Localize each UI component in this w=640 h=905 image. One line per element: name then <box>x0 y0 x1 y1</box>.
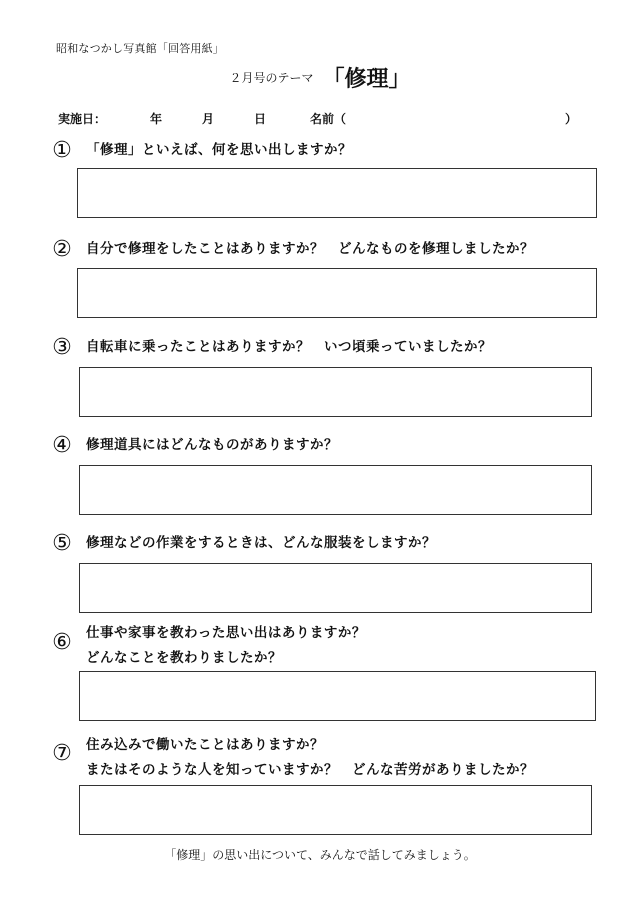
theme-title-row <box>0 62 640 93</box>
question-text: 自転車に乗ったことはありますか？ いつ頃乗っていましたか？ <box>86 339 492 355</box>
year-label: 年 <box>150 112 163 126</box>
question-number: ③ <box>52 335 72 360</box>
footer-note: 「修理」の思い出について、みんなで話してみましょう。 <box>164 848 476 862</box>
name-label: 名前（ <box>310 112 347 126</box>
theme-prefix: ２月号のテーマ <box>229 71 314 85</box>
question-text-line2: またはそのような人を知っていますか？ どんな苦労がありましたか？ <box>86 762 534 778</box>
answer-box-1[interactable] <box>77 168 597 218</box>
question-text: 修理道具にはどんなものがありますか？ <box>86 437 338 453</box>
question-text: 修理などの作業をするときは、どんな服装をしますか？ <box>86 535 436 551</box>
question-text: 「修理」といえば、何を思い出しますか？ <box>86 142 352 158</box>
question-text: 自分で修理をしたことはありますか？ どんなものを修理しましたか？ <box>86 241 534 257</box>
question-text-line2: どんなことを教わりましたか？ <box>86 650 282 666</box>
answer-box-4[interactable] <box>79 465 592 515</box>
question-number: ④ <box>52 433 72 458</box>
question-number: ⑦ <box>52 741 72 766</box>
studio-header: 昭和なつかし写真館「回答用紙」 <box>56 42 224 55</box>
question-number: ① <box>52 138 72 163</box>
question-text: 住み込みで働いたことはありますか？ <box>86 737 324 753</box>
question-number: ⑤ <box>52 531 72 556</box>
day-label: 日 <box>254 112 267 126</box>
theme-title: 「修理」 <box>322 67 411 92</box>
question-number: ⑥ <box>52 630 72 655</box>
answer-box-2[interactable] <box>77 268 597 318</box>
question-number: ② <box>52 237 72 262</box>
month-label: 月 <box>202 112 215 126</box>
question-text: 仕事や家事を教わった思い出はありますか？ <box>86 625 366 641</box>
date-label: 実施日： <box>58 112 107 126</box>
answer-box-7[interactable] <box>79 785 592 835</box>
answer-box-5[interactable] <box>79 563 592 613</box>
name-close: ） <box>565 112 578 126</box>
answer-box-6[interactable] <box>79 671 596 721</box>
answer-box-3[interactable] <box>79 367 592 417</box>
